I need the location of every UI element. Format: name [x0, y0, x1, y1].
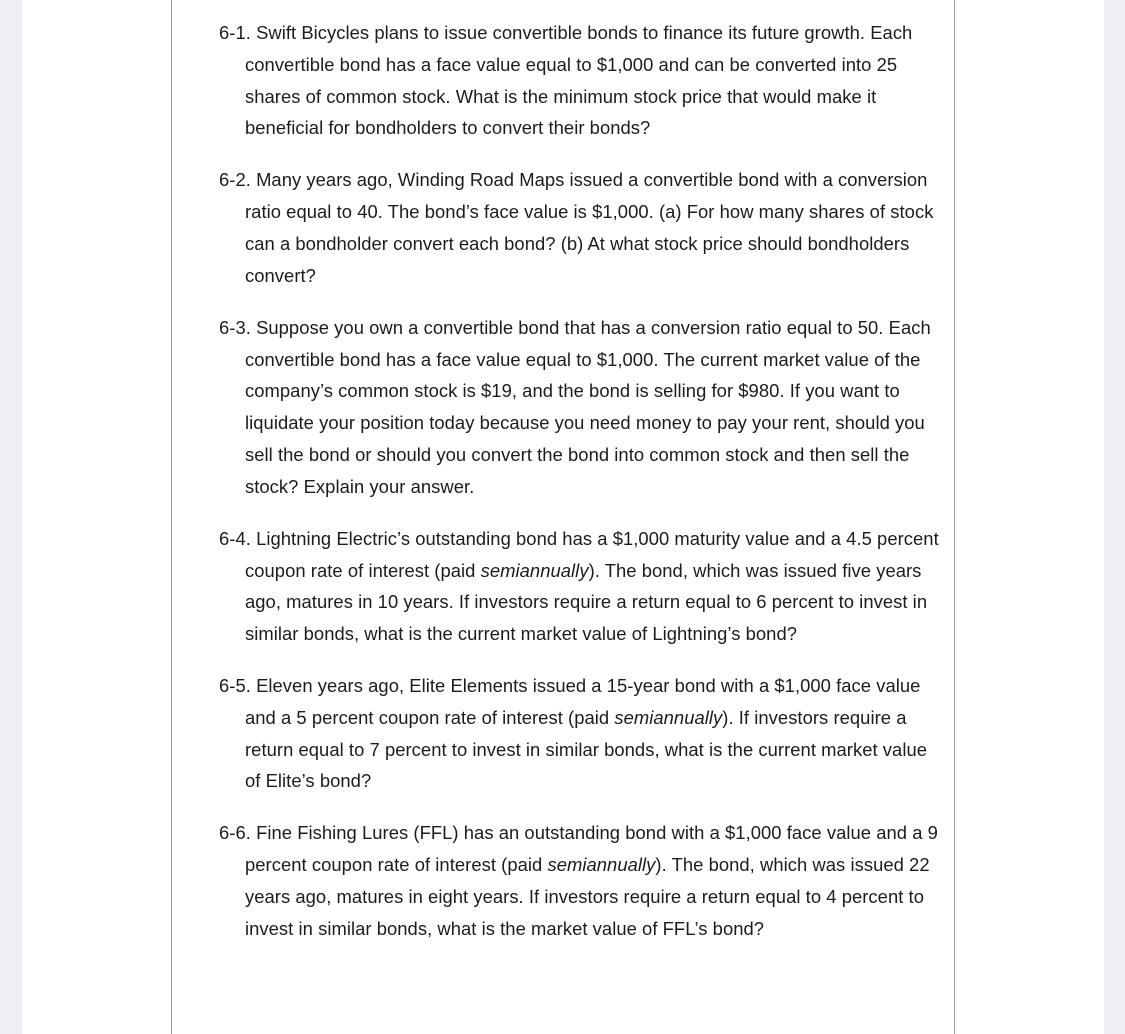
problem-number: 6-6.: [219, 822, 251, 844]
problem-text-after: ). If investors require a return equal to 7 percent to invest in similar bonds, what is the current market value of Elite’s bond?: [245, 706, 928, 792]
problem-6-3: [219, 312, 944, 503]
left-gutter: [0, 0, 22, 1034]
right-gutter: [1104, 0, 1125, 1034]
problem-number: 6-3.: [219, 316, 251, 338]
problem-6-4: [219, 523, 944, 650]
problem-number: 6-4.: [219, 527, 251, 549]
problem-number: 6-2.: [219, 169, 251, 191]
problem-text-before: Eleven years ago, Elite Elements issued a 15-year bond with a $1,000 face value and a 5 percent coupon rate of interest (paid: [245, 675, 921, 728]
problem-6-6: [219, 817, 944, 944]
problem-text-before: Fine Fishing Lures (FFL) has an outstanding bond with a $1,000 face value and a 9 percent coupon rate of interest (paid: [245, 822, 938, 876]
problem-text: Swift Bicycles plans to issue convertible bonds to finance its future growth. Each convertible bond has a face value equal to $1,000 and can be converted into 25 shares of common stock. What is the minimum stock price that would make it beneficial for bondholders to convert their bonds?: [245, 22, 913, 139]
problem-text-after: ). The bond, which was issued five years ago, matures in 10 years. If investors require a return equal to 6 percent to invest in similar bonds, what is the current market value of Lightning’s bond?: [245, 559, 928, 645]
document-page: [171, 0, 955, 1034]
problem-text: Suppose you own a convertible bond that has a conversion ratio equal to 50. Each convertible bond has a face value equal to $1,000. The current market value of the company’s common stock is $19, and the bond is selling for $980. If you want to liquidate your position today because you need money to pay your rent, should you sell the bond or should you convert the bond into common stock and then sell the stock? Explain your answer.: [245, 316, 931, 497]
problem-6-5: [219, 670, 944, 797]
problem-text-after: ). The bond, which was issued 22 years ago, matures in eight years. If investors require a return equal to 4 percent to invest in similar bonds, what is the market value of FFL’s bond?: [245, 854, 930, 939]
problem-list: [219, 17, 944, 965]
problem-text: Many years ago, Winding Road Maps issued a convertible bond with a conversion ratio equal to 40. The bond’s face value is $1,000. (a) For how many shares of stock can a bondholder convert each bond? (b) At what stock price should bondholders convert?: [245, 169, 934, 286]
problem-6-2: [219, 164, 944, 291]
problem-number: 6-1.: [219, 22, 251, 43]
problem-emphasis: semiannually: [547, 854, 656, 876]
problem-6-1: [219, 17, 944, 144]
problem-emphasis: semiannually: [614, 706, 723, 728]
problem-emphasis: semiannually: [480, 559, 589, 581]
problem-number: 6-5.: [219, 675, 251, 697]
problem-text-before: Lightning Electric’s outstanding bond has a $1,000 maturity value and a 4.5 percent coupon rate of interest (paid: [245, 527, 939, 581]
